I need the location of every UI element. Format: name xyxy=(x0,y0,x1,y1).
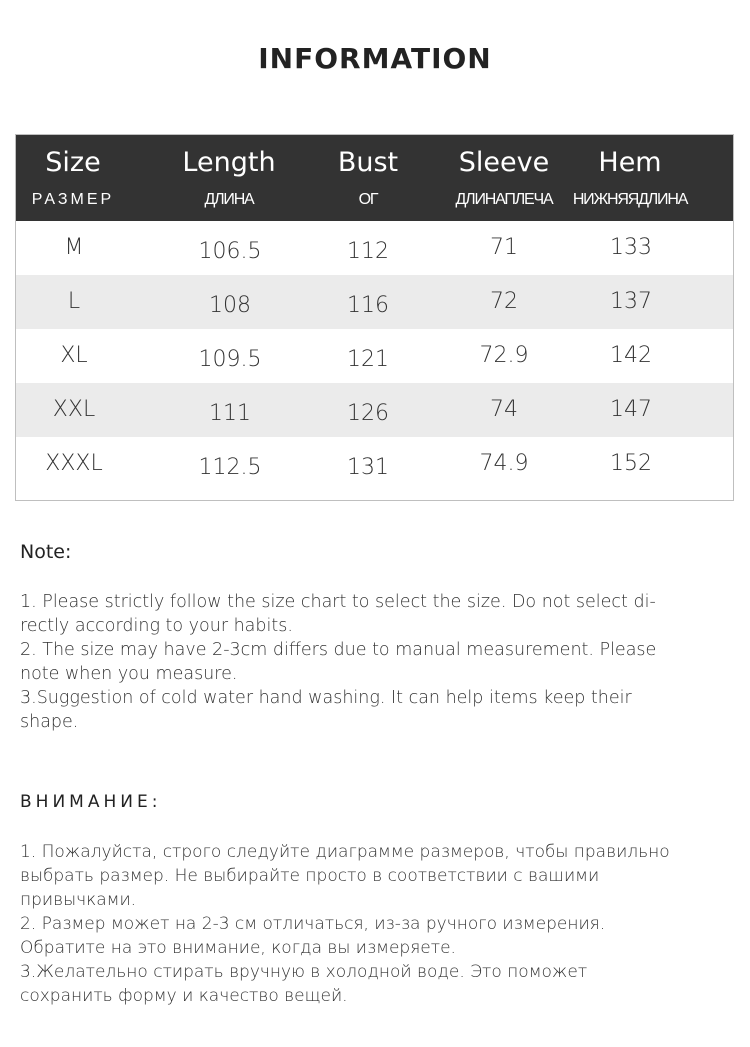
ru-note-line: Обратите на это внимание, когда вы измеряете. xyxy=(20,938,456,958)
sleeve-cell: 72 xyxy=(490,289,518,314)
header-size-label: Size xyxy=(45,147,101,178)
length-cell: 108 xyxy=(209,293,251,318)
header-bust-sublabel: ОГ xyxy=(358,191,378,208)
header-length xyxy=(162,135,296,221)
size-cell: L xyxy=(67,289,81,314)
bust-cell: 121 xyxy=(347,347,389,372)
note-line: 3.Suggestion of cold water hand washing. It can help items keep their xyxy=(20,688,632,708)
note-heading: Note: xyxy=(20,541,72,563)
hem-cell: 133 xyxy=(610,235,652,260)
ru-note-body xyxy=(20,840,730,1008)
sleeve-cell: 71 xyxy=(490,235,518,260)
length-cell: 111 xyxy=(209,401,251,426)
hem-cell: 147 xyxy=(610,397,652,422)
note-line: 1. Please strictly follow the size chart to select the size. Do not select di- xyxy=(20,592,656,612)
sleeve-cell: 74.9 xyxy=(479,451,529,476)
header-sleeve xyxy=(444,135,564,221)
sleeve-cell: 74 xyxy=(490,397,518,422)
size-cell: XXL xyxy=(52,397,96,422)
header-length-sublabel: ДЛИНА xyxy=(204,191,254,208)
header-sleeve-sublabel: ДЛИНАПЛЕЧА xyxy=(455,191,553,208)
header-bust-label: Bust xyxy=(337,147,399,178)
ru-note-line: 1. Пожалуйста, строго следуйте диаграмме размеров, чтобы правильно xyxy=(20,842,670,862)
ru-note-line: 3.Желательно стирать вручную в холодной воде. Это поможет xyxy=(20,962,588,982)
size-cell: XL xyxy=(60,343,88,368)
note-line: 2. The size may have 2-3cm differs due to manual measurement. Please xyxy=(20,640,657,660)
length-cell: 109.5 xyxy=(198,347,262,372)
length-cell: 112.5 xyxy=(198,455,262,480)
hem-cell: 142 xyxy=(610,343,652,368)
hem-cell: 137 xyxy=(610,289,652,314)
size-chart-table xyxy=(15,134,734,501)
table-row xyxy=(16,275,733,329)
ru-note-line: выбрать размер. Не выбирайте просто в соответствии с вашими xyxy=(20,866,600,886)
header-size-sublabel: РАЗМЕР xyxy=(31,191,115,208)
ru-note-line: сохранить форму и качество вещей. xyxy=(20,986,348,1006)
table-row xyxy=(16,383,733,437)
table-row xyxy=(16,437,733,500)
size-cell: M xyxy=(64,235,84,260)
note-line: rectly according to your habits. xyxy=(20,616,293,636)
table-header xyxy=(16,135,733,221)
bust-cell: 131 xyxy=(347,455,389,480)
sleeve-cell: 72.9 xyxy=(479,343,529,368)
table-row xyxy=(16,329,733,383)
note-body xyxy=(20,590,725,734)
length-cell: 106.5 xyxy=(198,239,262,264)
header-hem-label: Hem xyxy=(598,147,662,178)
ru-note-line: привычками. xyxy=(20,890,137,910)
page-title: INFORMATION xyxy=(258,42,492,75)
hem-cell: 152 xyxy=(610,451,652,476)
header-size xyxy=(16,135,130,221)
note-line: shape. xyxy=(20,712,79,732)
header-sleeve-label: Sleeve xyxy=(458,147,550,178)
ru-note-line: 2. Размер может на 2-3 см отличаться, из-за ручного измерения. xyxy=(20,914,606,934)
header-length-label: Length xyxy=(182,147,276,178)
note-line: note when you measure. xyxy=(20,664,238,684)
header-hem-sublabel: НИЖНЯЯДЛИНА xyxy=(572,191,688,208)
size-cell: XXXL xyxy=(45,451,103,476)
ru-note-heading: ВНИМАНИЕ: xyxy=(20,792,162,812)
bust-cell: 116 xyxy=(347,293,389,318)
header-bust xyxy=(316,135,420,221)
header-hem xyxy=(568,135,692,221)
bust-cell: 126 xyxy=(347,401,389,426)
bust-cell: 112 xyxy=(347,239,389,264)
table-row xyxy=(16,221,733,275)
